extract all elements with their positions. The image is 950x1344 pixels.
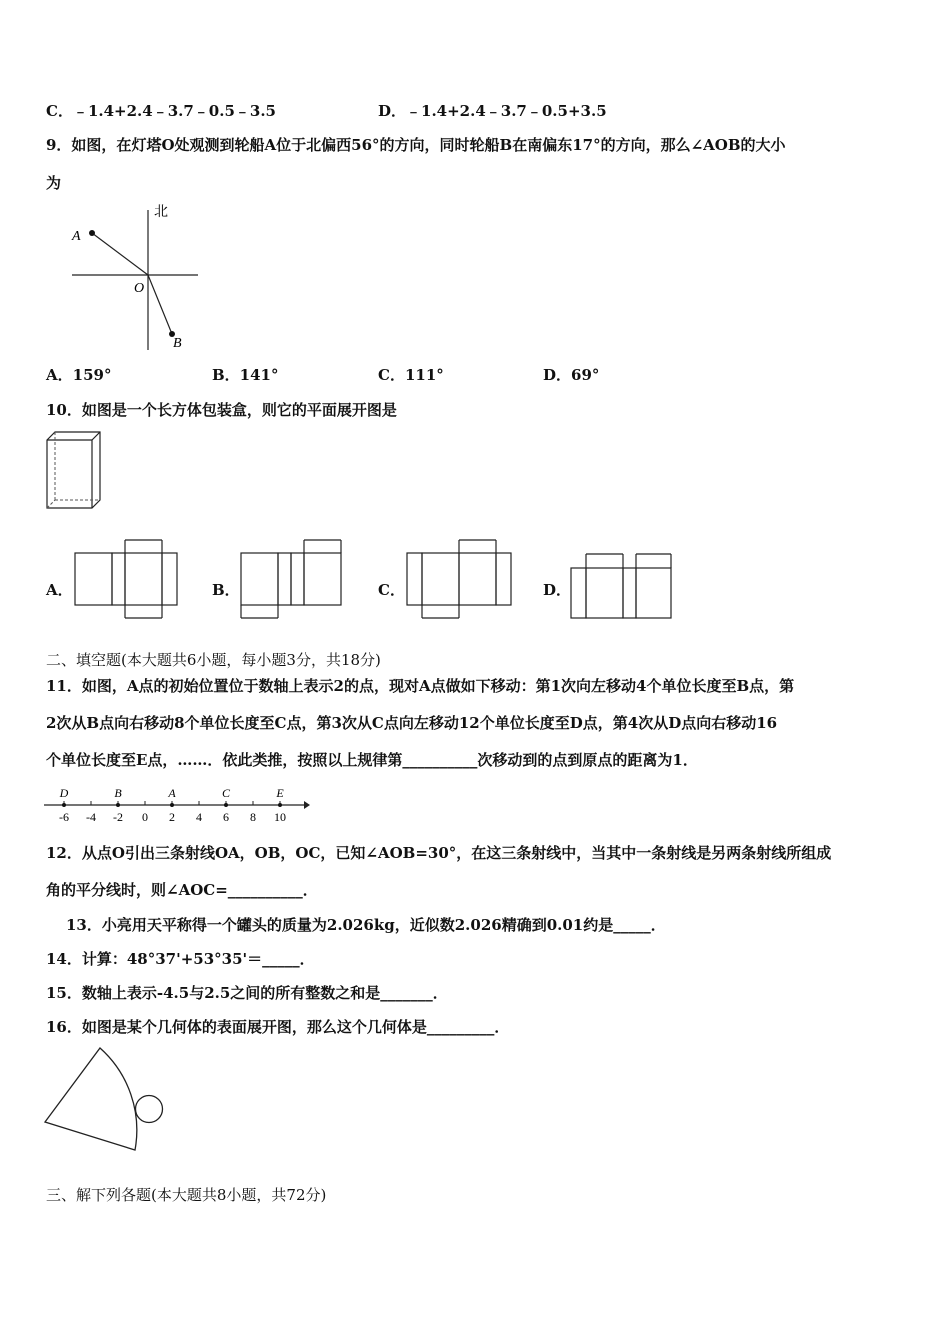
q12-text-line2: 角的平分线时，则∠AOC=__________． xyxy=(46,881,318,899)
point-a xyxy=(89,230,95,236)
label-b: B xyxy=(173,336,182,351)
label-o: O xyxy=(134,281,145,296)
q10-option-b-label: B． xyxy=(212,581,240,599)
ray-ob xyxy=(148,275,172,334)
q9-text-line2: 为 xyxy=(46,174,62,192)
q14-text: 14．计算：48°37'+53°35'＝_____． xyxy=(46,950,315,968)
base-circle xyxy=(136,1096,163,1123)
axis-tick-label: -2 xyxy=(113,810,123,824)
q9-option-a: A．159° xyxy=(46,366,112,384)
q11-number-line xyxy=(42,784,312,826)
axis-point xyxy=(278,803,282,807)
axis-tick-label: 10 xyxy=(274,810,286,824)
axis-point-label: E xyxy=(276,786,284,800)
axis-tick-label: -4 xyxy=(86,810,96,824)
section-2-heading: 二、填空题(本大题共6小题，每小题3分，共18分) xyxy=(46,651,381,669)
axis-tick-label: 4 xyxy=(196,810,202,824)
axis-point xyxy=(62,803,66,807)
axis-point-label: D xyxy=(59,786,69,800)
label-a: A xyxy=(72,229,81,244)
q8-option-d: D．﹣1.4+2.4﹣3.7﹣0.5+3.5 xyxy=(378,102,607,120)
q9-text-line1: 9．如图，在灯塔O处观测到轮船A位于北偏西56°的方向，同时轮船B在南偏东17°的方向，那么∠AOB的大小 xyxy=(46,136,786,154)
q10-text: 10．如图是一个长方体包装盒，则它的平面展开图是 xyxy=(46,401,397,419)
axis-tick-label: 0 xyxy=(142,810,148,824)
sector-shape xyxy=(45,1048,137,1150)
north-label: 北 xyxy=(154,205,168,220)
q11-text-line3: 个单位长度至E点，……．依此类推，按照以上规律第__________次移动到的点到原点的距离为1． xyxy=(46,751,698,769)
axis-tick-label: 8 xyxy=(250,810,256,824)
axis-point-label: A xyxy=(168,786,176,800)
q10-net-a xyxy=(70,538,182,620)
axis-point xyxy=(224,803,228,807)
q8-option-c: C．﹣1.4+2.4﹣3.7﹣0.5﹣3.5 xyxy=(46,102,276,120)
q9-option-c: C．111° xyxy=(378,366,444,384)
q9-compass-figure xyxy=(60,200,210,355)
axis-tick-label: -6 xyxy=(59,810,69,824)
axis-arrow xyxy=(304,801,310,809)
ray-oa xyxy=(92,233,148,275)
q9-option-d: D．69° xyxy=(543,366,600,384)
q10-option-c-label: C． xyxy=(378,581,405,599)
q10-option-d-label: D． xyxy=(543,581,572,599)
q16-text: 16．如图是某个几何体的表面展开图，那么这个几何体是_________． xyxy=(46,1018,510,1036)
q12-text-line1: 12．从点O引出三条射线OA，OB，OC，已知∠AOB=30°，在这三条射线中，当其中一条射线是另两条射线所组成 xyxy=(46,844,832,862)
axis-point-label: C xyxy=(221,786,231,800)
q10-net-c xyxy=(402,538,517,620)
q10-box-figure xyxy=(44,428,106,510)
axis-point xyxy=(170,803,174,807)
q10-option-a-label: A． xyxy=(46,581,73,599)
q11-text-line1: 11．如图，A点的初始位置位于数轴上表示2的点，现对A点做如下移动：第1次向左移动4个单位长度至B点，第 xyxy=(46,677,795,695)
section-3-heading: 三、解下列各题(本大题共8小题，共72分) xyxy=(46,1186,327,1204)
q10-net-d xyxy=(566,550,678,622)
axis-point-label: B xyxy=(114,786,122,800)
q10-net-b xyxy=(236,538,348,620)
q15-text: 15．数轴上表示-4.5与2.5之间的所有整数之和是_______． xyxy=(46,984,448,1002)
axis-tick-label: 2 xyxy=(169,810,175,824)
q9-option-b: B．141° xyxy=(212,366,279,384)
axis-point xyxy=(116,803,120,807)
q16-cone-net-figure xyxy=(40,1043,170,1155)
q13-text: 13．小亮用天平称得一个罐头的质量为2.026kg，近似数2.026精确到0.01约是_____． xyxy=(66,916,666,934)
axis-tick-label: 6 xyxy=(223,810,229,824)
q11-text-line2: 2次从B点向右移动8个单位长度至C点，第3次从C点向左移动12个单位长度至D点，第4次从D点向右移动16 xyxy=(46,714,778,732)
